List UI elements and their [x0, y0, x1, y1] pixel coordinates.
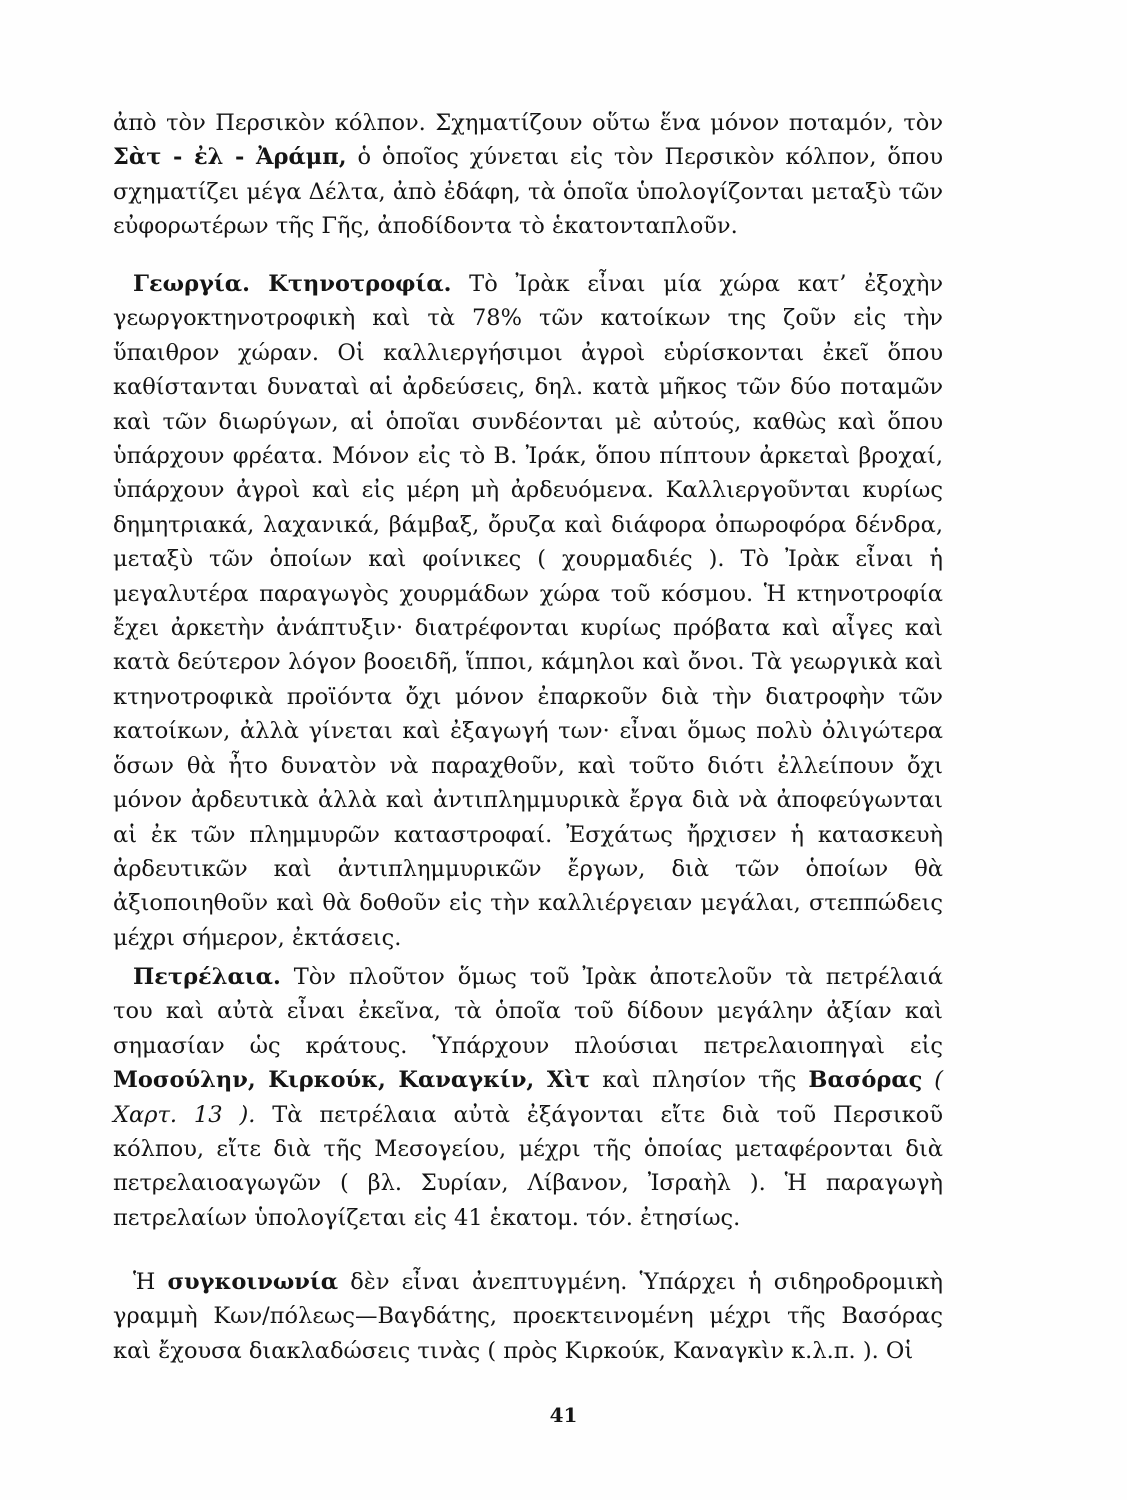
agriculture-heading: Γεωργία. Κτηνοτροφία.	[133, 271, 452, 297]
shatt-al-arab-name: Σὰτ - ἐλ - Ἀράμπ,	[113, 144, 347, 171]
rivers-text-start: ἀπὸ τὸν Περσικὸν κόλπον. Σχηματίζουν οὕτω ἕνα μόνον ποταμόν, τὸν	[113, 110, 943, 136]
page-number: 41	[549, 1403, 578, 1427]
communications-text-start: Ἡ	[133, 1269, 168, 1295]
communications-keyword: συγκοινωνία	[167, 1269, 339, 1295]
basra-name: Βασόρας	[808, 1067, 923, 1094]
petroleum-text-start: Τὸν πλοῦτον ὅμως τοῦ Ἰρὰκ ἀποτελοῦν τὰ πετρέλαιά του καὶ αὐτὰ εἶναι ἐκεῖνα, τὰ ὁποῖα τοῦ δίδουν μεγάλην ἀξίαν καὶ σημασίαν ὡς κράτους. Ὑπάρχουν πλούσιαι πετρελαιοπηγαὶ εἰς	[113, 964, 943, 1059]
oil-locations: Μοσούλην, Κιρκούκ, Καναγκίν, Χὶτ	[113, 1067, 591, 1094]
paragraph-rivers	[113, 106, 943, 244]
map-reference: ( Χαρτ. 13 ).	[113, 1067, 943, 1128]
petroleum-text-mid: καὶ πλησίον τῆς	[590, 1067, 809, 1094]
communications-text-end: δὲν εἶναι ἀνεπτυγμένη. Ὑπάρχει ἡ σιδηροδρομικὴ γραμμὴ Κων/πόλεως—Βαγδάτης, προεκτεινομένη μέχρι τῆς Βασόρας καὶ ἔχουσα διακλαδώσεις τινὰς ( πρὸς Κιρκούκ, Καναγκὶν κ.λ.π. ). Οἱ	[113, 1269, 944, 1364]
paragraph-agriculture	[113, 267, 943, 955]
agriculture-text: Τὸ Ἰρὰκ εἶναι μία χώρα κατ’ ἐξοχὴν γεωργοκτηνοτροφικὴ καὶ τὰ 78% τῶν κατοίκων της ζοῦν εἰς τὴν ὕπαιθρον χώραν. Οἱ καλλιεργήσιμοι ἀγροὶ εὑρίσκονται ἐκεῖ ὅπου καθίστανται δυναταὶ αἱ ἀρδεύσεις, δηλ. κατὰ μῆκος τῶν δύο ποταμῶν καὶ τῶν διωρύγων, αἱ ὁποῖαι συνδέονται μὲ αὐτούς, καθὼς καὶ ὅπου ὑπάρχουν φρέατα. Μόνον εἰς τὸ Β. Ἰράκ, ὅπου πίπτουν ἀρκεταὶ βροχαί, ὑπάρχουν ἀγροὶ καὶ εἰς μέρη μὴ ἀρδευόμενα. Καλλιεργοῦνται κυρίως δημητριακά, λαχανικά, βάμβαξ, ὄρυζα καὶ διάφορα ὀπωροφόρα δένδρα, μεταξὺ τῶν ὁποίων καὶ φοίνικες ( χουρμαδιές ). Τὸ Ἰρὰκ εἶναι ἡ μεγαλυτέρα παραγωγὸς χουρμάδων χώρα τοῦ κόσμου. Ἡ κτηνοτροφία ἔχει ἀρκετὴν ἀνάπτυξιν· διατρέφονται κυρίως πρόβατα καὶ αἶγες καὶ κατὰ δεύτερον λόγον βοοειδῆ, ἵπποι, κάμηλοι καὶ ὄνοι. Τὰ γεωργικὰ καὶ κτηνοτροφικὰ προϊόντα ὄχι μόνον ἐπαρκοῦν διὰ τὴν διατροφὴν τῶν κατοίκων, ἀλλὰ γίνεται καὶ ἐξαγωγή των· εἶναι ὅμως πολὺ ὀλιγώτερα ὅσων θὰ ἦτο δυνατὸν νὰ παραχθοῦν, καὶ τοῦτο διότι ἐλλείπουν ὄχι μόνον ἀρδευτικὰ ἀλλὰ καὶ ἀντιπλημμυρικὰ ἔργα διὰ νὰ ἀποφεύγωνται αἱ ἐκ τῶν πλημμυρῶν καταστροφαί. Ἐσχάτως ἤρχισεν ἡ κατασκευὴ ἀρδευτικῶν καὶ ἀντιπλημμυρικῶν ἔργων, διὰ τῶν ὁποίων θὰ ἀξιοποιηθοῦν καὶ θὰ δοθοῦν εἰς τὴν καλλιέργειαν μεγάλαι, στεππώδεις μέχρι σήμερον, ἐκτάσεις.	[113, 271, 943, 951]
paragraph-communications	[113, 1265, 943, 1368]
petroleum-text-end: Τὰ πετρέλαια αὐτὰ ἐξάγονται εἴτε διὰ τοῦ Περσικοῦ κόλπου, εἴτε διὰ τῆς Μεσογείου, μέχρι τῆς ὁποίας μεταφέρονται διὰ πετρελαιοαγωγῶν ( βλ. Συρίαν, Λίβανον, Ἰσραὴλ ). Ἡ παραγωγὴ πετρελαίων ὑπολογίζεται εἰς 41 ἑκατομ. τόν. ἐτησίως.	[113, 1101, 944, 1231]
paragraph-petroleum	[113, 960, 943, 1235]
petroleum-heading: Πετρέλαια.	[133, 964, 281, 990]
rivers-text-end: ὁ ὁποῖος χύνεται εἰς τὸν Περσικὸν κόλπον, ὅπου σχηματίζει μέγα Δέλτα, ἀπὸ ἐδάφη, τὰ ὁποῖα ὑπολογίζονται μεταξὺ τῶν εὐφορωτέρων τῆς Γῆς, ἀποδίδοντα τὸ ἑκατονταπλοῦν.	[113, 144, 943, 240]
